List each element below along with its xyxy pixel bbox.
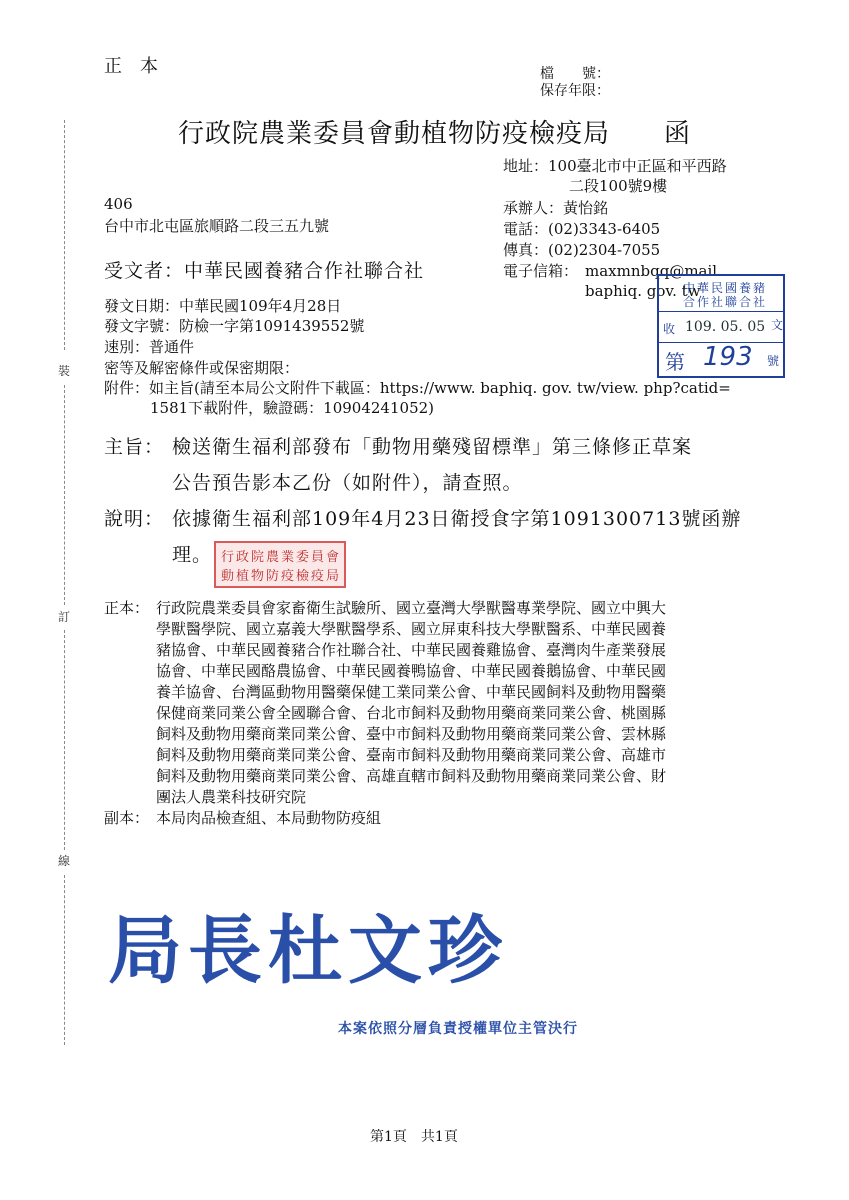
- subject-label: 主旨：: [104, 436, 165, 458]
- attachment-line1[interactable]: 附件：如主旨(請至本局公文附件下載區：https://www. baphiq. gov. tw/view. php?catid=: [104, 379, 731, 397]
- email-line2[interactable]: baphiq. gov. tw: [585, 282, 701, 300]
- binding-margin-char-2: 訂: [58, 610, 71, 624]
- director-signature: 局長杜文珍: [108, 908, 508, 994]
- binding-margin-line-mid: [64, 385, 65, 605]
- binding-margin-char-3: 線: [58, 854, 71, 868]
- stamp-no-value: 193: [703, 342, 753, 372]
- recipient-line: 受文者：中華民國養豬合作社聯合社: [104, 260, 425, 282]
- original-recipients-line: 豬協會、中華民國養豬合作社聯合社、中華民國養雞協會、臺灣肉牛產業發展: [156, 641, 667, 659]
- stamp-side-char: 文: [771, 318, 784, 332]
- stamp-org-line2: 合作社聯合社: [683, 295, 768, 309]
- delivery-speed: 速別：普通件: [104, 338, 195, 356]
- original-recipients-line: 飼料及動物用藥商業同業公會、臺中市飼料及動物用藥商業同業公會、雲林縣: [156, 725, 667, 743]
- original-recipients-line: 飼料及動物用藥商業同業公會、高雄直轄市飼料及動物用藥商業同業公會、財: [156, 767, 667, 785]
- binding-margin-char-1: 裝: [58, 364, 71, 378]
- stamp-no-prefix: 第: [665, 350, 685, 374]
- attachment-line2: 1581下載附件，驗證碼：10904241052): [150, 399, 435, 417]
- original-recipients-line: 養羊協會、台灣區動物用醫藥保健工業同業公會、中華民國飼料及動物用醫藥: [156, 683, 667, 701]
- stamp-date: 109. 05. 05: [685, 319, 766, 335]
- authorization-note: 本案依照分層負責授權單位主管決行: [338, 1021, 578, 1037]
- sender-address-line1: 地址：100臺北市中正區和平西路: [503, 157, 727, 175]
- phone-field: 電話：(02)3343-6405: [503, 220, 661, 238]
- explanation-line2: 理。: [172, 544, 213, 566]
- seal-text-line1: 行政院農業委員會: [221, 550, 342, 565]
- handler-field: 承辦人：黃怡銘: [503, 199, 609, 217]
- stamp-divider-1: [659, 311, 783, 312]
- page-footer: 第1頁 共1頁: [370, 1129, 458, 1145]
- stamp-org-line1: 中華民國養豬: [683, 281, 768, 295]
- secrecy-level: 密等及解密條件或保密期限：: [104, 359, 300, 377]
- copy-type-label: 正 本: [104, 56, 158, 77]
- original-recipients-label: 正本：: [104, 599, 150, 617]
- original-recipients-line: 協會、中華民國酪農協會、中華民國養鴨協會、中華民國養鵝協會、中華民國: [156, 662, 667, 680]
- fax-field: 傳真：(02)2304-7055: [503, 241, 661, 259]
- copy-recipients-label: 副本：: [104, 809, 150, 827]
- email-label: 電子信箱：: [503, 262, 579, 280]
- receive-stamp: [657, 274, 785, 378]
- file-number-label: 檔 號：: [540, 66, 610, 82]
- original-recipients-line: 學獸醫學院、國立嘉義大學獸醫學系、國立屏東科技大學獸醫系、中華民國養: [156, 620, 667, 638]
- original-recipients-line: 團法人農業科技研究院: [156, 788, 307, 806]
- subject-line2: 公告預告影本乙份（如附件），請查照。: [172, 472, 523, 494]
- stamp-no-suffix: 號: [767, 354, 780, 368]
- copy-recipients-text: 本局肉品檢查組、本局動物防疫組: [156, 809, 382, 827]
- original-recipients-line: 飼料及動物用藥商業同業公會、臺南市飼料及動物用藥商業同業公會、高雄市: [156, 746, 667, 764]
- retention-period-label: 保存年限：: [540, 83, 610, 99]
- binding-margin-line-low: [64, 630, 65, 850]
- original-recipients-line: 行政院農業委員會家畜衛生試驗所、國立臺灣大學獸醫專業學院、國立中興大: [156, 599, 667, 617]
- recipient-postal-address: 台中市北屯區旅順路二段三五九號: [104, 217, 330, 235]
- issue-date: 發文日期：中華民國109年4月28日: [104, 297, 342, 315]
- explanation-line1: 依據衛生福利部109年4月23日衛授食字第1091300713號函辦: [172, 508, 742, 530]
- binding-margin-line-bottom: [64, 875, 65, 1045]
- seal-text-line2: 動植物防疫檢疫局: [221, 569, 342, 584]
- original-recipients-line: 保健商業同業公會全國聯合會、台北市飼料及動物用藥商業同業公會、桃園縣: [156, 704, 667, 722]
- document-title: 行政院農業委員會動植物防疫檢疫局 函: [178, 119, 692, 149]
- postal-code: 406: [104, 195, 133, 213]
- binding-margin-line-top: [64, 120, 65, 350]
- official-seal: [214, 541, 346, 588]
- explanation-label: 說明：: [104, 508, 165, 530]
- sender-address-line2: 二段100號9樓: [569, 177, 668, 195]
- document-number: 發文字號：防檢一字第1091439552號: [104, 317, 365, 335]
- subject-line1: 檢送衛生福利部發布「動物用藥殘留標準」第三條修正草案: [172, 436, 693, 458]
- stamp-receive-char: 收: [663, 322, 676, 336]
- email-line1[interactable]: maxmnbqq@mail.: [585, 262, 722, 280]
